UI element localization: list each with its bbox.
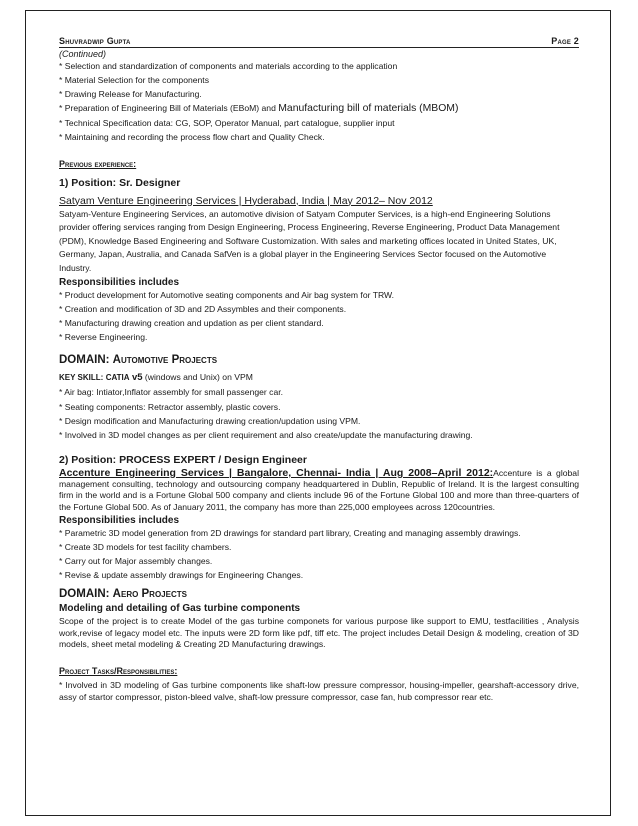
tasks-detail: Involved in 3D modeling of Gas turbine components like shaft-low pressure compressor, housing-impeller, gearshaft-accessory drive, assy of startor compressor, piston-bleed valve, shaft-low pressure compressor, case fan, hub compressor rear etc. <box>59 680 579 702</box>
resume-page <box>59 36 579 703</box>
list-item: * Reverse Engineering. <box>59 330 579 344</box>
list-item: * Create 3D models for test facility chambers. <box>59 540 579 554</box>
list-item: * Air bag: Intiator,Inflator assembly for small passenger car. <box>59 385 579 399</box>
page-header <box>59 36 579 48</box>
list-item <box>59 101 579 116</box>
list-item: * Product development for Automotive seating components and Air bag system for TRW. <box>59 288 579 302</box>
project-tasks-heading: Project Tasks/Responsibilities: <box>59 666 178 677</box>
list-item: * Material Selection for the components <box>59 73 579 87</box>
header-page-number: Page 2 <box>551 36 579 46</box>
ebom-text: Preparation of Engineering Bill of Materials (EBoM) and <box>64 103 279 114</box>
job1-company-line: Satyam Venture Engineering Services | Hyderabad, India | May 2012– Nov 2012 <box>59 194 433 207</box>
job2-company-paragraph <box>59 468 579 513</box>
project-tasks-text: * Involved in 3D modeling of Gas turbine components like shaft-low pressure compressor, housing-impeller, gearshaft-accessory drive, assy of startor compressor, piston-bleed valve, shaft-low pressure compressor, case fan, hub compressor rear etc. <box>59 680 579 702</box>
project-scope: Scope of the project is to create Model of the gas turbine componets for various purpose like support to EMU, testfacilities , Analysis work,revise of legacy model etc. The inputs were 2D form like pdf, tiff etc. The project includes Detail Design & modeling, creation of 3D models, sheet metal modeling & Creating 2D Manufacturing drawings. <box>59 616 579 649</box>
key-skill-detail: (windows and Unix) on VPM <box>142 372 253 383</box>
key-skill-label: KEY SKILL: <box>59 373 104 383</box>
list-item: * Manufacturing drawing creation and updation as per client standard. <box>59 316 579 330</box>
list-item: * Revise & update assembly drawings for Engineering Changes. <box>59 568 579 582</box>
domain-label: DOMAIN: <box>59 354 110 367</box>
list-item: * Design modification and Manufacturing drawing creation/updation using VPM. <box>59 414 579 428</box>
job1-projects-list <box>59 385 579 441</box>
header-name: Shuvradwip Gupta <box>59 36 131 46</box>
domain-label: DOMAIN: <box>59 588 110 601</box>
list-item: * Technical Specification data: CG, SOP, Operator Manual, part catalogue, supplier input <box>59 116 579 130</box>
job1-responsibilities-list <box>59 288 579 344</box>
list-item: * Maintaining and recording the process flow chart and Quality Check. <box>59 130 579 144</box>
key-skill-version: v5 <box>131 372 143 384</box>
job2-description: Accenture is a global management consulting, technology and outsourcing company headquartered in Dublin, Republic of Ireland. It is the largest consulting firm in the world and is a Fortune Global 500 company and clients include 96 of the Fortune Global 100 and more than three-quarters of the Fortune Global 500. As of January 2011, the company has more than 225,000 employees across 120countries. <box>59 467 579 512</box>
job2-responsibilities-heading: Responsibilities includes <box>59 515 180 526</box>
previous-experience-heading: Previous experience: <box>59 158 137 169</box>
list-item: * Drawing Release for Manufacturing. <box>59 87 579 101</box>
job1-description: Satyam-Venture Engineering Services, an automotive division of Satyam Computer Services, is a high-end Engineering Solutions provider offering services ranging from Design Engineering, Process Engineering, Reverse Engineering, Product Data Management (PDM), Knowledge Based Engineering and Software Customization. With sales and marketing offices located in United States, UK, Germany, Japan, Australia, and Canada SafVen is a global player in the Engineering Services Sector focused on the Automotive Industry. <box>59 208 560 273</box>
continued-label: (Continued) <box>59 49 107 59</box>
job2-responsibilities-list <box>59 526 579 582</box>
list-item: * Selection and standardization of components and materials according to the application <box>59 59 579 73</box>
key-skill-tool: CATIA <box>105 373 130 383</box>
list-item: * Creation and modification of 3D and 2D Assymbles and their components. <box>59 302 579 316</box>
job1-responsibilities-heading: Responsibilities includes <box>59 277 180 289</box>
mbom-text: Manufacturing bill of materials (MBOM) <box>278 103 459 115</box>
project-title: Modeling and detailing of Gas turbine components <box>59 603 301 615</box>
list-item: * Carry out for Major assembly changes. <box>59 554 579 568</box>
job1-position: 1) Position: Sr. Designer <box>59 176 181 189</box>
job2-domain <box>59 588 579 600</box>
job1-domain <box>59 354 579 366</box>
intro-bullet-list <box>59 59 579 145</box>
list-item: * Parametric 3D model generation from 2D drawings for standard part library, Creating and managing assembly drawings. <box>59 526 579 540</box>
domain-value: Aero Projects <box>112 588 187 601</box>
job2-position: 2) Position: PROCESS EXPERT / Design Engineer <box>59 453 307 466</box>
job2-company-line: Accenture Engineering Services | Bangalore, Chennai- India | Aug 2008–April 2012: <box>59 466 494 479</box>
job1-key-skill <box>59 370 579 385</box>
list-item: * Seating components: Retractor assembly, plastic covers. <box>59 400 579 414</box>
domain-value: Automotive Projects <box>112 354 218 367</box>
list-item: * Involved in 3D model changes as per client requirement and also create/update the manufacturing drawing. <box>59 428 579 442</box>
